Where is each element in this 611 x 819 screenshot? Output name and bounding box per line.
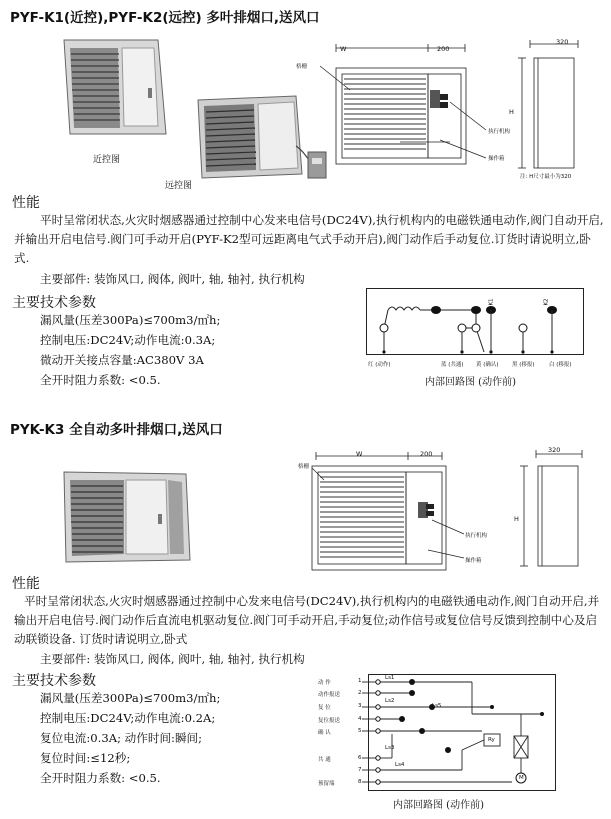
circuit-diagram-1	[366, 288, 584, 366]
label-actuator-1: 执行机构	[488, 129, 511, 135]
spec-1-4: 全开时阻力系数: <0.5.	[40, 373, 161, 387]
c2-row-5: 确 认	[318, 730, 331, 736]
perf-text-2: 平时呈常闭状态,火灾时烟感器通过控制中心发来电信号(DC24V),执行机构内的电磁铁通电动作,阀门自动开启,并输出开启电信号.阀门动作后直流电机驱动复位.阀门可手动开启,手动复位;动作信号或复位信号反馈到控制中心及启动联锁设备. 订货时请说明立,卧式	[14, 594, 600, 646]
c2-num-6: 6	[358, 755, 362, 761]
spec-1-1: 漏风量(压差300Pa)≤700m3/㎡h;	[40, 313, 221, 327]
spec-heading-1: 主要技术参数	[12, 295, 96, 311]
circuit-label-red: 红 (动作)	[368, 362, 391, 368]
photo-full-auto	[62, 470, 194, 566]
dim-h-2: H	[514, 515, 519, 523]
spec-1-3: 微动开关接点容量:AC380V 3A	[40, 353, 204, 367]
circuit-label-blue: 蓝 (共通)	[441, 362, 464, 368]
perf-heading-1: 性能	[12, 195, 40, 211]
c2-row-1: 动 作	[318, 680, 331, 686]
circuit-k1: K1	[488, 298, 495, 306]
photo-near-control	[62, 38, 172, 138]
c2-row-2: 动作报送	[318, 692, 341, 698]
circuit-label-white: 白 (移报)	[549, 362, 572, 368]
dim-w-1: W	[340, 45, 347, 53]
c2-ls3: Ls3	[385, 745, 395, 751]
c2-num-3: 3	[358, 703, 362, 709]
dim-320-2: 320	[548, 446, 561, 454]
dim-200-1: 200	[437, 45, 450, 53]
label-grille-1: 格栅	[296, 64, 308, 70]
label-box-1: 操作箱	[488, 156, 505, 162]
c2-ls4: Ls4	[395, 762, 405, 768]
c2-ry: Ry	[488, 737, 495, 743]
c2-num-8: 8	[358, 779, 362, 785]
c2-ls5: Ls5	[432, 703, 442, 709]
circuit-caption-1: 内部回路图 (动作前)	[425, 377, 516, 388]
circuit-label-black: 黑 (移报)	[512, 362, 535, 368]
circuit-k2: K2	[543, 298, 550, 306]
drawing-note-1: 注: H尺寸最小为320	[520, 174, 572, 180]
dim-h-1: H	[509, 108, 514, 116]
spec-1-2: 控制电压:DC24V;动作电流:0.3A;	[40, 333, 216, 347]
section2-title: PYK-K3 全自动多叶排烟口,送风口	[10, 422, 223, 438]
label-box-2: 操作箱	[465, 558, 482, 564]
c2-ls2: Ls2	[385, 698, 395, 704]
c2-row-8: 预留端	[318, 781, 335, 787]
spec-2-4: 复位时间:≤12秒;	[40, 751, 131, 765]
circuit-caption-2: 内部回路图 (动作前)	[393, 800, 484, 811]
spec-2-2: 控制电压:DC24V;动作电流:0.2A;	[40, 711, 216, 725]
spec-2-5: 全开时阻力系数: <0.5.	[40, 771, 161, 785]
spec-heading-2: 主要技术参数	[12, 673, 96, 689]
c2-row-3: 复 位	[318, 705, 331, 711]
spec-2-1: 漏风量(压差300Pa)≤700m3/㎡h;	[40, 691, 221, 705]
dim-320-1: 320	[556, 38, 569, 46]
photo-far-caption: 远控图	[165, 181, 193, 191]
parts-2: 主要部件: 装饰风口, 阀体, 阀叶, 轴, 轴衬, 执行机构	[40, 652, 305, 666]
perf-heading-2: 性能	[12, 576, 40, 592]
c2-num-7: 7	[358, 767, 362, 773]
section1-title: PYF-K1(近控),PYF-K2(远控) 多叶排烟口,送风口	[10, 10, 320, 26]
c2-num-1: 1	[358, 678, 362, 684]
spec-2-3: 复位电流:0.3A; 动作时间:瞬间;	[40, 731, 203, 745]
c2-ls1: Ls1	[385, 675, 395, 681]
label-grille-2: 格栅	[298, 464, 310, 470]
technical-drawing-2	[300, 440, 600, 575]
c2-num-4: 4	[358, 716, 362, 722]
c2-num-2: 2	[358, 690, 362, 696]
photo-near-caption: 近控图	[93, 155, 121, 165]
parts-1: 主要部件: 装饰风口, 阀体, 阀叶, 轴, 轴衬, 执行机构	[40, 272, 305, 286]
c2-row-6: 共 通	[318, 757, 331, 763]
c2-row-4: 复位报送	[318, 718, 341, 724]
perf-text-1: 平时呈常闭状态,火灾时烟感器通过控制中心发来电信号(DC24V),执行机构内的电磁铁通电动作,阀门自动开启,并输出开启电信号.阀门可手动开启(PYF-K2型可远距离电气式手动开启),阀门动作后手动复位.订货时请说明立,卧式.	[14, 213, 604, 265]
dim-w-2: W	[356, 450, 363, 458]
c2-num-5: 5	[358, 728, 362, 734]
c2-motor: M	[519, 775, 524, 781]
dim-200-2: 200	[420, 450, 433, 458]
label-actuator-2: 执行机构	[465, 533, 488, 539]
circuit-label-yellow: 黄 (确认)	[476, 362, 499, 368]
